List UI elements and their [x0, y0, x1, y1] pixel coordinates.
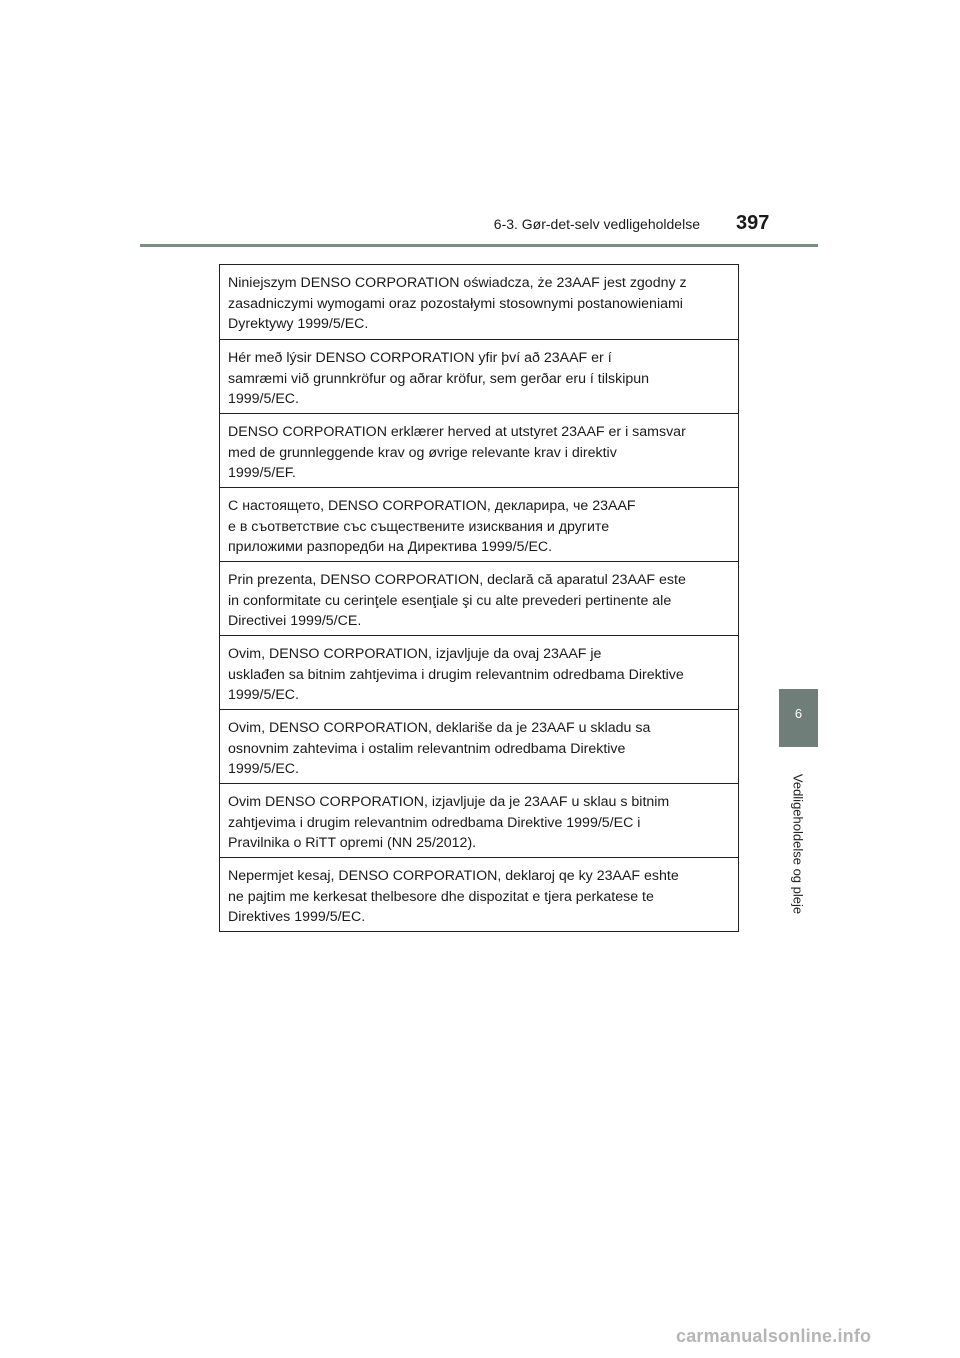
chapter-tab: 6 [779, 689, 818, 747]
declaration-croatian: Ovim DENSO CORPORATION, izjavljuje da je 23AAF u sklau s bitnim zahtjevima i drugim relevantnim odredbama Direktive 1999/5/EC i Pravilnika o RiTT opremi (NN 25/2012). [220, 783, 738, 857]
declaration-serbian: Ovim, DENSO CORPORATION, deklariše da je 23AAF u skladu sa osnovnim zahtevima i ostalim relevantnim odredbama Direktive 1999/5/EC. [220, 709, 738, 783]
watermark: carmanualsonline.info [676, 1326, 872, 1346]
declaration-romanian: Prin prezenta, DENSO CORPORATION, declară că aparatul 23AAF este in conformitate cu cerinţele esenţiale şi cu alte prevederi pertinente ale Directivei 1999/5/CE. [220, 561, 738, 635]
declaration-bosnian: Ovim, DENSO CORPORATION, izjavljuje da ovaj 23AAF je usklađen sa bitnim zahtjevima i drugim relevantnim odredbama Direktive 1999/5/EC. [220, 635, 738, 709]
section-title: 6-3. Gør-det-selv vedligeholdelse [493, 216, 700, 232]
page-number: 397 [736, 212, 770, 234]
declaration-polish: Niniejszym DENSO CORPORATION oświadcza, że 23AAF jest zgodny z zasadniczymi wymogami oraz pozostałymi stosownymi postanowieniami Dyrektywy 1999/5/EC. [228, 275, 687, 332]
declaration-norwegian: DENSO CORPORATION erklærer herved at utstyret 23AAF er i samsvar med de grunnleggende krav og øvrige relevante krav i direktiv 1999/5/EF. [220, 413, 738, 487]
declaration-albanian: Nepermjet kesaj, DENSO CORPORATION, deklaroj qe ky 23AAF eshte ne pajtim me kerkesat thelbesore dhe dispozitat e tjera perkatese te Direktives 1999/5/EC. [220, 857, 738, 931]
header-divider [140, 244, 818, 247]
declaration-bulgarian: С настоящето, DENSO CORPORATION, декларира, че 23AAF е в съответствие със съществените изисквания и другите приложими разпоредби на Директива 1999/5/EC. [220, 487, 738, 561]
declaration-icelandic: Hér með lýsir DENSO CORPORATION yfir því að 23AAF er í samræmi við grunnkröfur og aðrar kröfur, sem gerðar eru í tilskipun 1999/5/EC. [220, 339, 738, 413]
declarations-table [219, 264, 739, 932]
chapter-label: Vedligeholdelse og pleje [790, 773, 806, 915]
